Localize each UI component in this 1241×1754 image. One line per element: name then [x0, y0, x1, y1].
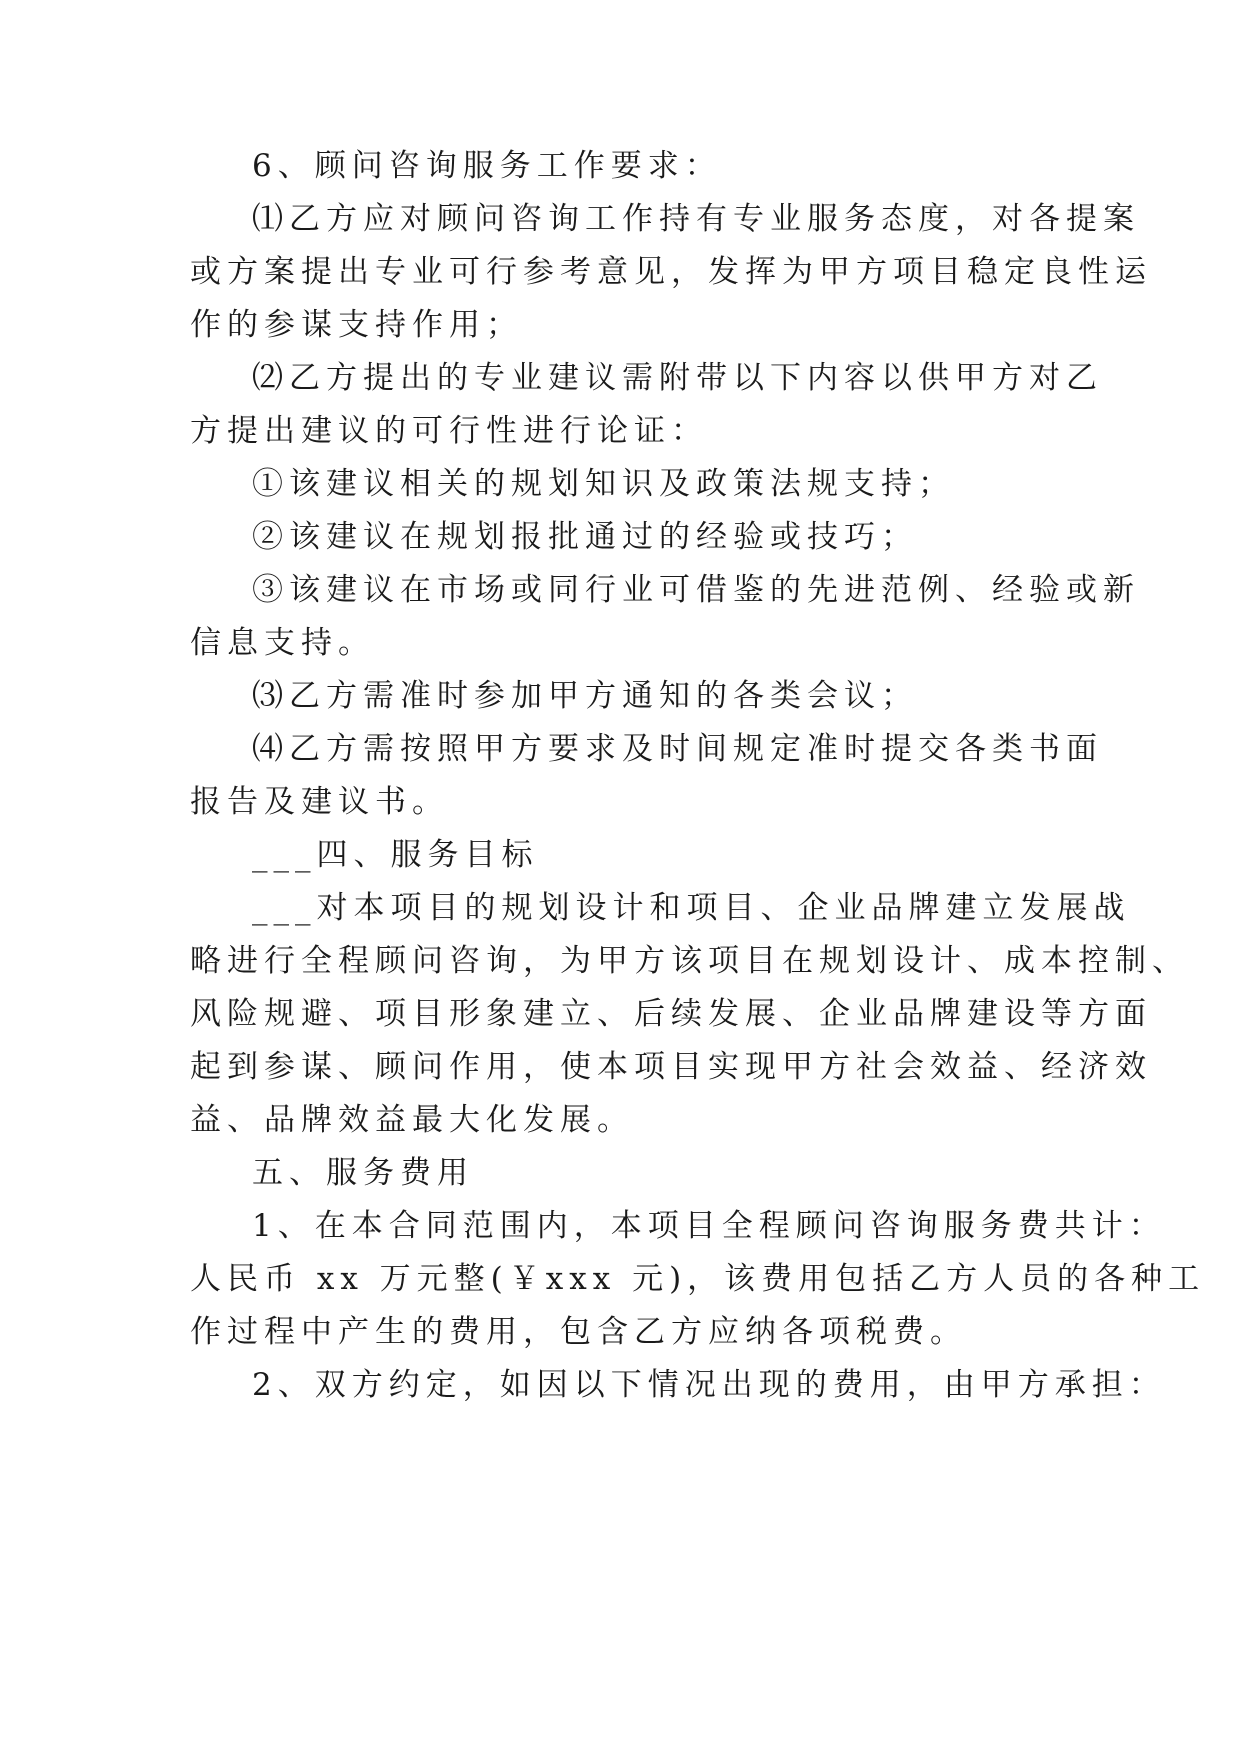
paragraph-heading-requirements: 6、顾问咨询服务工作要求： [252, 148, 722, 184]
text-line: 风险规避、项目形象建立、后续发展、企业品牌建设等方面 [190, 996, 1152, 1032]
text-line: 人民币 xx 万元整(￥xxx 元)，该费用包括乙方人员的各种工 [190, 1261, 1206, 1297]
text-line: 信息支持。 [190, 625, 375, 661]
text-line: 2、双方约定，如因以下情况出现的费用，由甲方承担： [252, 1367, 1166, 1403]
text-line: ⑵乙方提出的专业建议需附带以下内容以供甲方对乙 [252, 360, 1103, 396]
text-line: 方提出建议的可行性进行论证： [190, 413, 708, 449]
text-line: 报告及建议书。 [190, 784, 449, 820]
text-line: 略进行全程顾问咨询，为甲方该项目在规划设计、成本控制、 [190, 943, 1189, 979]
text-line: ⑷乙方需按照甲方要求及时间规定准时提交各类书面 [252, 731, 1103, 767]
text-line: ③该建议在市场或同行业可借鉴的先进范例、经验或新 [252, 572, 1140, 608]
text-line: 1、在本合同范围内，本项目全程顾问咨询服务费共计： [252, 1208, 1166, 1244]
text-line: ②该建议在规划报批通过的经验或技巧； [252, 519, 918, 555]
text-line: ___对本项目的规划设计和项目、企业品牌建立发展战 [252, 890, 1131, 926]
section-heading-service-fees: 五、服务费用 [252, 1155, 474, 1191]
text-line: ⑶乙方需准时参加甲方通知的各类会议； [252, 678, 918, 714]
text-line: ①该建议相关的规划知识及政策法规支持； [252, 466, 955, 502]
text-line: 益、品牌效益最大化发展。 [190, 1102, 634, 1138]
text-line: ⑴乙方应对顾问咨询工作持有专业服务态度，对各提案 [252, 201, 1140, 237]
text-line: 作的参谋支持作用； [190, 307, 523, 343]
text-line: 或方案提出专业可行参考意见，发挥为甲方项目稳定良性运 [190, 254, 1152, 290]
text-line: 起到参谋、顾问作用，使本项目实现甲方社会效益、经济效 [190, 1049, 1152, 1085]
section-heading-service-goals: ___四、服务目标 [252, 837, 539, 873]
text-line: 作过程中产生的费用，包含乙方应纳各项税费。 [190, 1314, 967, 1350]
